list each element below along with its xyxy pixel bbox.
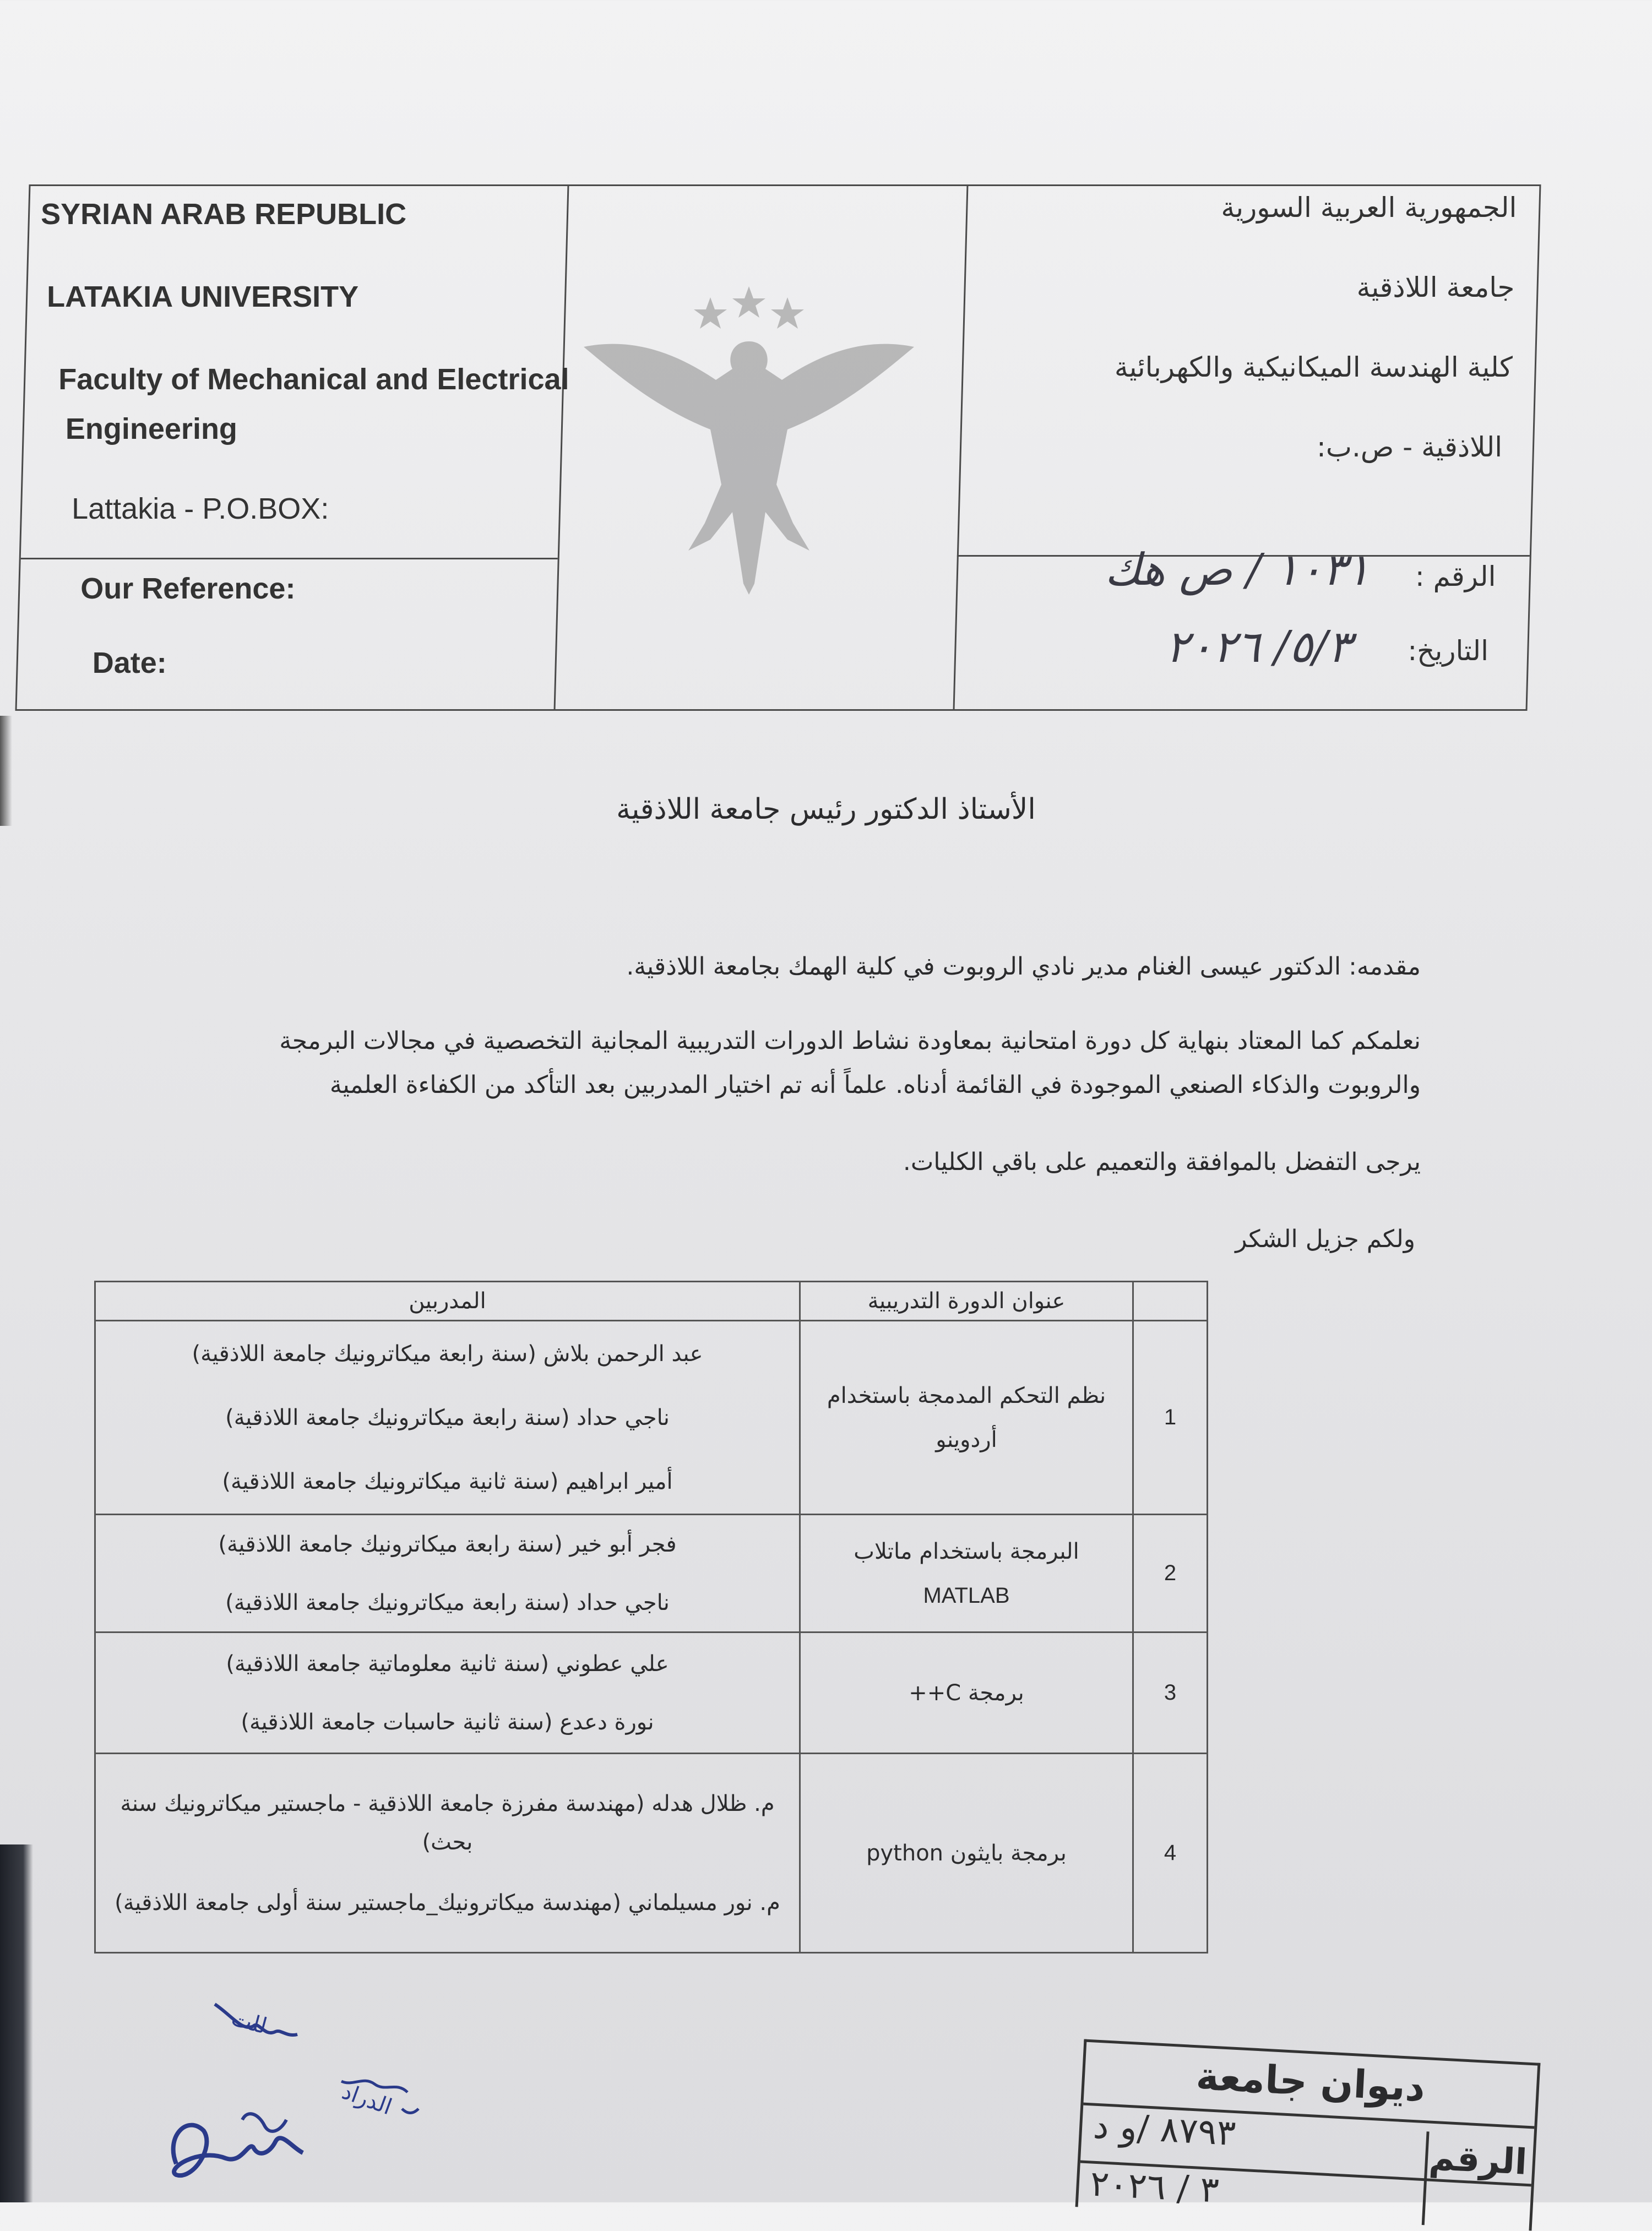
table-row: [95, 1515, 1208, 1633]
pobox-ar: اللاذقية - ص.ب:: [1316, 431, 1503, 463]
trainer: عبد الرحمن بلاش (سنة رابعة ميكاترونيك جامعة اللاذقية): [192, 1341, 703, 1367]
divider: [953, 186, 969, 709]
reference-label: Our Reference:: [80, 572, 296, 605]
pobox-en: Lattakia - P.O.BOX:: [72, 492, 329, 525]
stamp-title: ديوان جامعة: [1195, 2053, 1427, 2110]
course-title: [800, 1515, 1133, 1633]
date-label: Date:: [92, 646, 167, 679]
table-row: [95, 1754, 1208, 1953]
intro-paragraph: مقدمه: الدكتور عيسى الغنام مدير نادي الروبوت في كلية الهمك بجامعة اللاذقية.: [626, 953, 1421, 981]
request-paragraph: يرجى التفضل بالموافقة والتعميم على باقي الكليات.: [903, 1148, 1421, 1176]
row-number: 4: [1133, 1754, 1208, 1953]
trainers-cell: [95, 1515, 800, 1633]
row-number: 3: [1133, 1633, 1208, 1754]
photo-dark-edge: [0, 1844, 33, 2202]
handwritten-signature: [143, 1982, 529, 2202]
date-label-ar: التاريخ:: [1408, 635, 1489, 667]
trainer: ناجي حداد (سنة رابعة ميكاترونيك جامعة اللاذقية): [225, 1590, 670, 1615]
course-title: برمجة C++: [800, 1633, 1133, 1754]
trainer: علي عطوني (سنة ثانية معلوماتية جامعة اللاذقية): [226, 1651, 669, 1677]
row-number: 1: [1133, 1321, 1208, 1515]
divider: [21, 558, 558, 559]
header-course: عنوان الدورة التدريبية: [800, 1282, 1133, 1321]
trainers-cell: [95, 1754, 800, 1953]
country-ar: الجمهورية العربية السورية: [1221, 192, 1517, 224]
body-line-1: نعلمكم كما المعتاد بنهاية كل دورة امتحانية بمعاودة نشاط الدورات التدريبية المجانية التخصصية في مجالات البرمجة: [279, 1027, 1421, 1055]
trainer: ناجي حداد (سنة رابعة ميكاترونيك جامعة اللاذقية): [225, 1405, 670, 1430]
course-title-en: MATLAB: [923, 1583, 1010, 1608]
trainer: فجر أبو خير (سنة رابعة ميكاترونيك جامعة اللاذقية): [218, 1531, 677, 1557]
handwritten-note: الدراد: [338, 2078, 395, 2120]
faculty-en: Faculty of Mechanical and Electrical: [58, 363, 569, 396]
divider: [554, 186, 569, 709]
trainers-cell: [95, 1633, 800, 1754]
table-row: [95, 1321, 1208, 1515]
header-trainers: المدربين: [95, 1282, 800, 1321]
handwritten-note: للت: [229, 2005, 270, 2039]
university-ar: جامعة اللاذقية: [1356, 271, 1515, 303]
university-en: LATAKIA UNIVERSITY: [47, 280, 359, 313]
number-value-handwritten: ١٠٣١ / ص هك: [1104, 544, 1370, 595]
course-title: نظم التحكم المدمجة باستخدام أردوينو: [800, 1321, 1133, 1515]
row-number: 2: [1133, 1515, 1208, 1633]
body-line-2: والروبوت والذكاء الصنعي الموجودة في القائمة أدناه. علماً أنه تم اختيار المدربين بعد التأكد من الكفاءة العلمية: [329, 1071, 1421, 1099]
number-label-ar: الرقم :: [1415, 561, 1496, 592]
date-value-handwritten: ٥/٣/ ٢٠٢٦: [1165, 621, 1351, 672]
trainer: أمير ابراهيم (سنة ثانية ميكاترونيك جامعة اللاذقية): [222, 1468, 673, 1494]
table-header-row: [95, 1282, 1208, 1321]
eagle-emblem-icon: [573, 275, 925, 606]
addressee: الأستاذ الدكتور رئيس جامعة اللاذقية: [616, 793, 1036, 826]
course-title-ar: البرمجة باستخدام ماتلاب: [854, 1538, 1079, 1564]
stamp-number-label: الرقم: [1428, 2137, 1528, 2183]
stamp-number-value: ٨٧٩٣ /و د: [1092, 2105, 1237, 2154]
table-row: [95, 1633, 1208, 1754]
stamp-date-value: ٣ / ٢٠٢٦: [1089, 2163, 1220, 2211]
faculty-en-2: Engineering: [65, 412, 237, 445]
trainer: م. نور مسيلماني (مهندسة ميكاترونيك_ماجستير سنة أولى جامعة اللاذقية): [115, 1890, 780, 1916]
trainer: نورة دعدع (سنة ثانية حاسبات جامعة اللاذقية): [241, 1709, 654, 1735]
closing: ولكم جزيل الشكر: [1235, 1225, 1415, 1253]
faculty-ar: كلية الهندسة الميكانيكية والكهربائية: [1114, 351, 1513, 383]
course-title: برمجة بايثون python: [800, 1754, 1133, 1953]
country-en: SYRIAN ARAB REPUBLIC: [41, 198, 407, 231]
courses-table: [94, 1281, 1208, 1954]
trainers-cell: [95, 1321, 800, 1515]
trainer: م. ظلال هدله (مهندسة مفرزة جامعة اللاذقية - ماجستير ميكاترونيك سنة بحث): [120, 1791, 775, 1855]
header-number: [1133, 1282, 1208, 1321]
registry-stamp: [1075, 2039, 1541, 2230]
